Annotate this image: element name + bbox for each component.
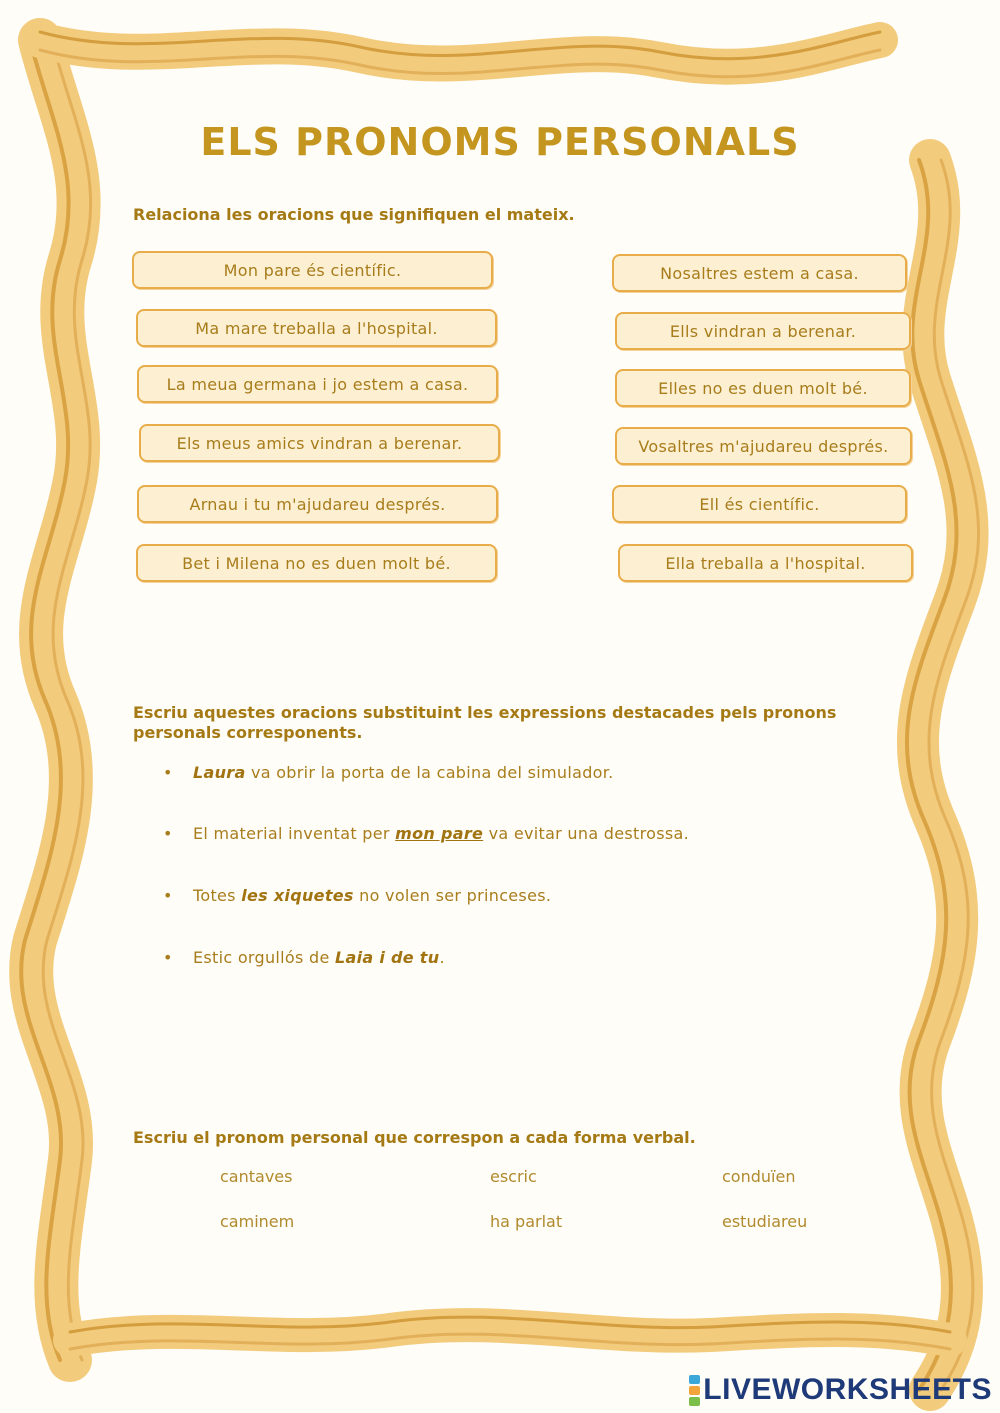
bullet-icon: • — [163, 824, 173, 843]
rewrite-item: • El material inventat per mon pare va evitar una destrossa. — [163, 824, 689, 843]
rewrite-item: • Estic orgullós de Laia i de tu. — [163, 948, 445, 967]
left-sentence-box[interactable]: La meua germana i jo estem a casa. — [137, 365, 498, 403]
right-sentence-box[interactable]: Ell és científic. — [612, 485, 907, 523]
verb-form: escric — [490, 1167, 537, 1186]
right-sentence-box[interactable]: Vosaltres m'ajudareu després. — [615, 427, 912, 465]
right-sentence-box[interactable]: Ella treballa a l'hospital. — [618, 544, 913, 582]
brand-name: LIVEWORKSHEETS — [703, 1373, 992, 1406]
rewrite-item: • Totes les xiquetes no volen ser princeses. — [163, 886, 552, 905]
rewrite-item: • Laura va obrir la porta de la cabina del simulador. — [163, 763, 614, 782]
brand-logo-icon — [689, 1374, 700, 1407]
verb-form: caminem — [220, 1212, 295, 1231]
right-sentence-box[interactable]: Nosaltres estem a casa. — [612, 254, 907, 292]
verb-form: cantaves — [220, 1167, 293, 1186]
instruction-pronoun: Escriu el pronom personal que correspon a cada forma verbal. — [133, 1128, 696, 1147]
bullet-icon: • — [163, 948, 173, 967]
bullet-icon: • — [163, 886, 173, 905]
left-sentence-box[interactable]: Bet i Milena no es duen molt bé. — [136, 544, 497, 582]
brand-watermark — [689, 1373, 992, 1407]
instruction-match: Relaciona les oracions que signifiquen el mateix. — [133, 205, 575, 224]
instruction-rewrite: Escriu aquestes oracions substituint les expressions destacades pels pronons personals corresponents. — [133, 703, 837, 742]
highlighted-expression: Laura — [193, 763, 246, 782]
left-sentence-box[interactable]: Els meus amics vindran a berenar. — [139, 424, 500, 462]
left-sentence-box[interactable]: Ma mare treballa a l'hospital. — [136, 309, 497, 347]
bullet-icon: • — [163, 763, 173, 782]
verb-form: ha parlat — [490, 1212, 563, 1231]
verb-form: conduïen — [722, 1167, 796, 1186]
left-sentence-box[interactable]: Arnau i tu m'ajudareu després. — [137, 485, 498, 523]
page-title: ELS PRONOMS PERSONALS — [200, 120, 800, 164]
verb-form: estudiareu — [722, 1212, 808, 1231]
highlighted-expression: les xiquetes — [241, 886, 354, 905]
highlighted-expression: Laia i de tu — [335, 948, 440, 967]
right-sentence-box[interactable]: Ells vindran a berenar. — [615, 312, 911, 350]
right-sentence-box[interactable]: Elles no es duen molt bé. — [615, 369, 911, 407]
left-sentence-box[interactable]: Mon pare és científic. — [132, 251, 493, 289]
highlighted-expression: mon pare — [395, 824, 484, 843]
